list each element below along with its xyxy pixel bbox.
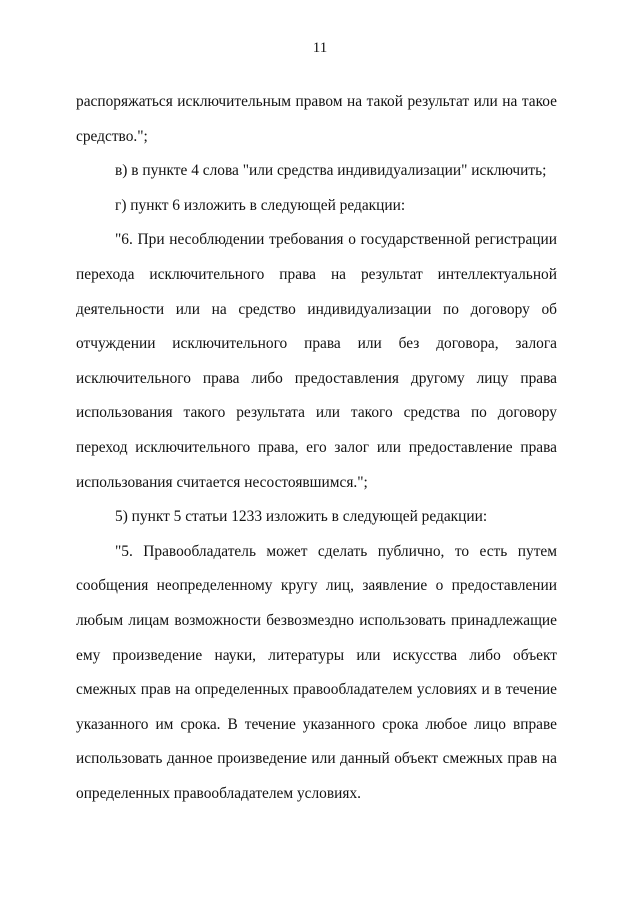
- paragraph-item-v: в) в пункте 4 слова "или средства индивидуализации" исключить;: [115, 162, 547, 180]
- paragraph-clause-5: "5. Правообладатель может сделать публично, то есть путем сообщения неопределенному кругу лиц, заявление о предоставлении любым лицам возможности безвозмездно использовать принадлежащие ему произведение науки, литературы или искусства либо объект смежных прав на определенных правообладателем условиях и в течение указанного им срока. В течение указанного срока любое лицо вправе использовать данное произведение или данный объект смежных прав на определенных правообладателем условиях.: [76, 542, 557, 802]
- paragraph-item-g: г) пункт 6 изложить в следующей редакции:: [115, 196, 406, 214]
- page-number: 11: [312, 40, 328, 56]
- paragraph-item-5: 5) пункт 5 статьи 1233 изложить в следующей редакции:: [115, 508, 488, 526]
- paragraph-continuation: распоряжаться исключительным правом на такой результат или на такое средство.";: [76, 93, 557, 145]
- paragraph-clause-6: "6. При несоблюдении требования о государственной регистрации перехода исключительного права на результат интеллектуальной деятельности или на средство индивидуализации по договору об отчуждении исключительного права или без договора, залога исключительного права либо предоставления другому лицу права использования такого результата или такого средства по договору переход исключительного права, его залог или предоставление права использования считается несостоявшимся.";: [76, 231, 557, 491]
- document-body: [76, 85, 557, 811]
